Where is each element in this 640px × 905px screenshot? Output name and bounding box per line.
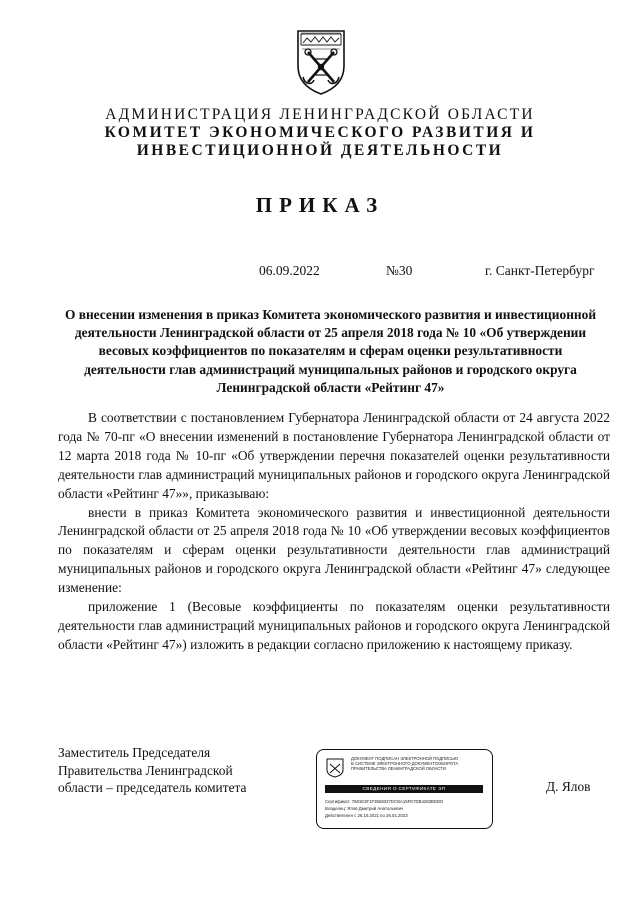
signer-name: Д. Ялов [546, 779, 591, 794]
position-line: Заместитель Председателя [58, 745, 211, 760]
document-title: ПРИКАЗ [255, 193, 385, 217]
committee-name-line1: КОМИТЕТ ЭКОНОМИЧЕСКОГО РАЗВИТИЯ И [104, 124, 536, 141]
body-paragraph: приложение 1 (Весовые коэффициенты по показателям оценки результативности деятельности глав администраций муниципальных районов и городского округа Ленинградской области «Рейтинг 47») изложить в редакции согласно приложению к настоящему приказу. [58, 599, 610, 652]
stamp-header-line: ПРАВИТЕЛЬСТВА ЛЕНИНГРАДСКОЙ ОБЛАСТИ [351, 766, 446, 772]
document-place: г. Санкт-Петербург [485, 263, 595, 278]
stamp-owner: Владелец: Ялов Дмитрий Анатольевич [325, 805, 404, 811]
stamp-certificate-bar: СВЕДЕНИЯ О СЕРТИФИКАТЕ ЭП [325, 785, 483, 793]
document-date: 06.09.2022 [259, 263, 320, 278]
body-paragraph: внести в приказ Комитета экономического развития и инвестиционной деятельности Ленинградской области от 25 апреля 2018 года № 10 «Об утверждении весовых коэффициентов по показателям и сферам оценки результативности деятельности глав администраций муниципальных районов и городского округа Ленинградской области «Рейтинг 47» следующее изменение: [58, 504, 610, 596]
emblem-icon [325, 758, 345, 778]
committee-name-line2: ИНВЕСТИЦИОННОЙ ДЕЯТЕЛЬНОСТИ [136, 142, 504, 159]
document-subject: О внесении изменения в приказ Комитета экономического развития и инвестиционной деятельности Ленинградской области от 25 апреля 2018 года № 10 «Об утверждении весовых коэффициентов по показателям и сферам оценки результативности деятельности глав администраций муниципальных районов и городского округа Ленинградской области «Рейтинг 47» [64, 307, 597, 395]
signatory-position [58, 744, 246, 797]
stamp-header-line: ДОКУМЕНТ ПОДПИСАН ЭЛЕКТРОННОЙ ПОДПИСЬЮ [351, 756, 459, 761]
position-line: области – председатель комитета [58, 780, 247, 795]
electronic-signature-stamp [316, 749, 493, 829]
document-number: №30 [386, 263, 413, 278]
body-paragraph: В соответствии с постановлением Губернатора Ленинградской области от 24 августа 2022 года № 70-пг «О внесении изменений в постановление Губернатора Ленинградской области от 12 марта 2018 года № 10-пг «Об утверждении перечня показателей оценки результативности деятельности глав администраций муниципальных районов и городского округа Ленинградской области «Рейтинг 47»», приказываю: [58, 410, 610, 501]
document-body [58, 409, 610, 655]
organization-name: АДМИНИСТРАЦИЯ ЛЕНИНГРАДСКОЙ ОБЛАСТИ [105, 106, 535, 123]
stamp-header-line: В СИСТЕМЕ ЭЛЕКТРОННОГО ДОКУМЕНТООБОРОТА [351, 761, 459, 767]
coat-of-arms-icon [294, 28, 348, 96]
stamp-details [325, 799, 487, 819]
stamp-certificate: Сертификат: 7681E3F1F3558337DCBA15FE7DB4283BDDD [325, 799, 444, 804]
stamp-header [351, 756, 489, 772]
stamp-validity: Действителен с 26.10.2021 по 26.01.2023 [325, 812, 408, 818]
position-line: Правительства Ленинградской [58, 762, 233, 778]
